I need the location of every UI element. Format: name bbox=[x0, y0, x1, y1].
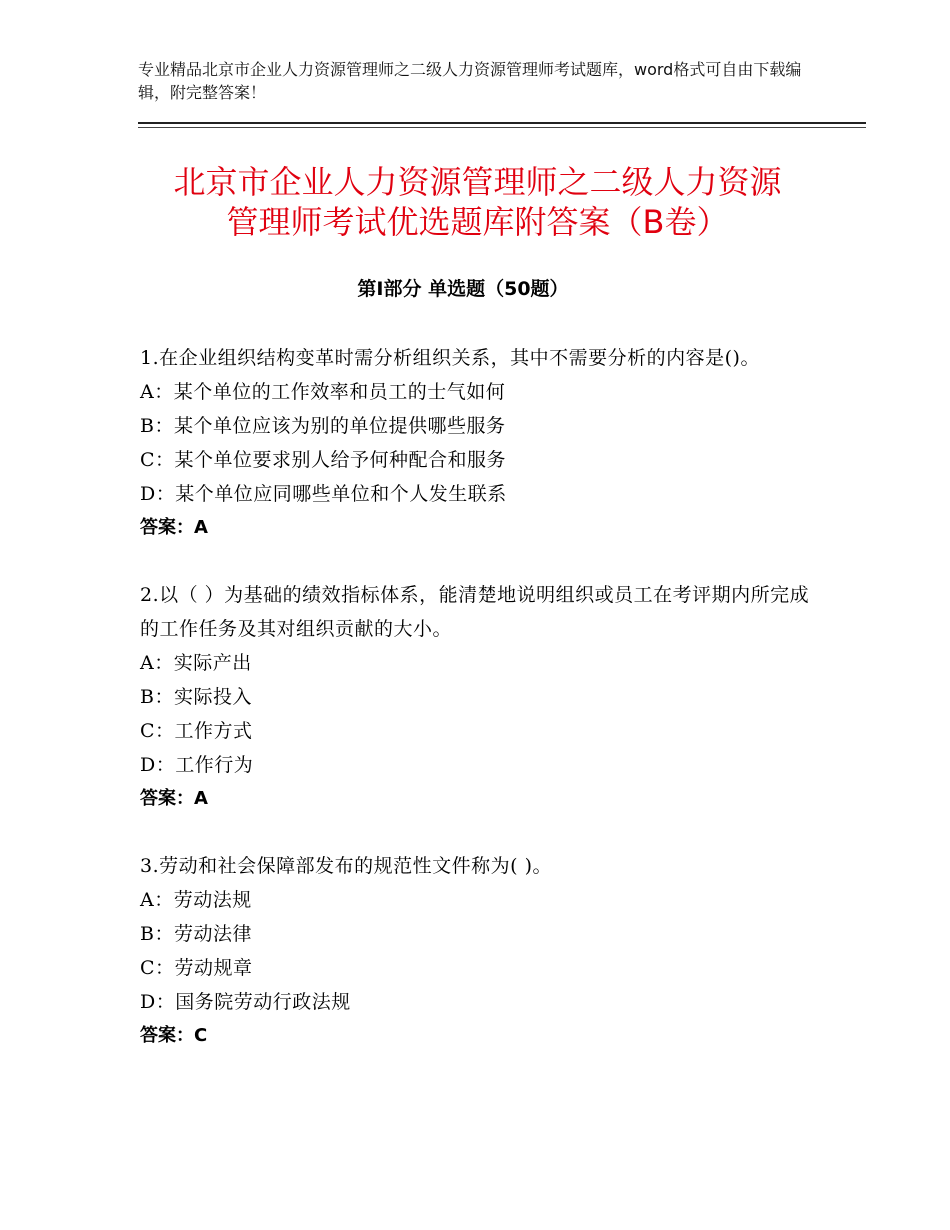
question-2 bbox=[140, 578, 810, 816]
question-3 bbox=[140, 849, 810, 1053]
option-d: D：工作行为 bbox=[140, 754, 254, 776]
question-list bbox=[140, 341, 810, 1086]
header-note: 专业精品北京市企业人力资源管理师之二级人力资源管理师考试题库，word格式可自由下载编辑，附完整答案！ bbox=[138, 60, 802, 102]
option-d: D：某个单位应同哪些单位和个人发生联系 bbox=[140, 483, 507, 505]
header-rule-thin bbox=[138, 127, 866, 128]
document-title bbox=[110, 162, 845, 242]
section-heading: 第Ⅰ部分 单选题（50题） bbox=[357, 278, 569, 300]
answer: 答案：C bbox=[140, 1025, 208, 1046]
header-rule-thick bbox=[138, 122, 866, 124]
document-title-line-1: 北京市企业人力资源管理师之二级人力资源 bbox=[173, 163, 782, 201]
option-d: D：国务院劳动行政法规 bbox=[140, 991, 351, 1013]
option-b: B：实际投入 bbox=[140, 686, 252, 708]
option-c: C：工作方式 bbox=[140, 720, 253, 742]
answer: 答案：A bbox=[140, 788, 208, 809]
option-b: B：某个单位应该为别的单位提供哪些服务 bbox=[140, 415, 506, 437]
option-a: A：劳动法规 bbox=[140, 889, 252, 911]
option-b: B：劳动法律 bbox=[140, 923, 252, 945]
question-text: 3.劳动和社会保障部发布的规范性文件称为( )。 bbox=[140, 855, 552, 877]
option-c: C：劳动规章 bbox=[140, 957, 253, 979]
option-c: C：某个单位要求别人给予何种配合和服务 bbox=[140, 449, 507, 471]
document-title-line-2: 管理师考试优选题库附答案（B卷） bbox=[226, 203, 729, 241]
question-1 bbox=[140, 341, 810, 545]
answer: 答案：A bbox=[140, 517, 208, 538]
question-text: 1.在企业组织结构变革时需分析组织关系，其中不需要分析的内容是()。 bbox=[140, 347, 760, 369]
question-text: 2.以（ ）为基础的绩效指标体系，能清楚地说明组织或员工在考评期内所完成的工作任务及其对组织贡献的大小。 bbox=[140, 584, 810, 640]
option-a: A：实际产出 bbox=[140, 652, 252, 674]
option-a: A：某个单位的工作效率和员工的士气如何 bbox=[140, 381, 506, 403]
